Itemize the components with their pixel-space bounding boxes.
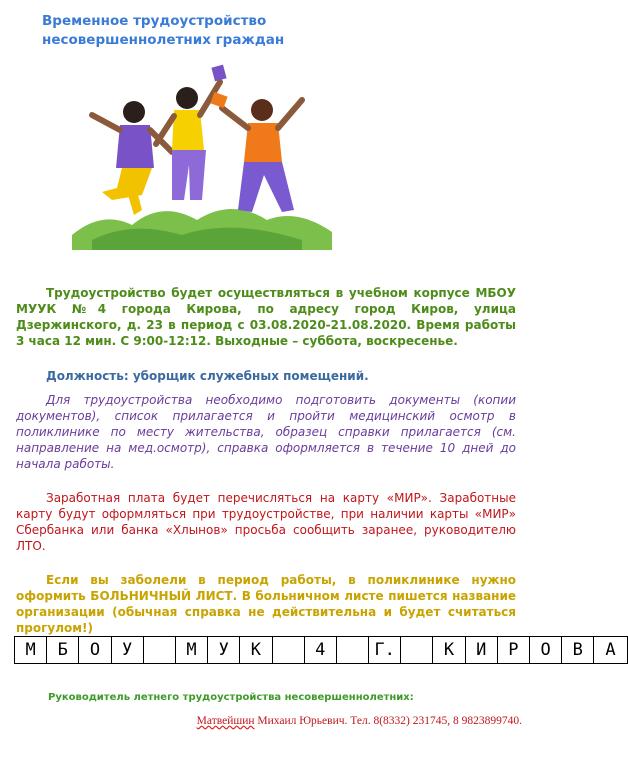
letter-box <box>144 637 176 663</box>
letter-box: У <box>112 637 144 663</box>
letter-box: М <box>176 637 208 663</box>
letter-box: Р <box>498 637 530 663</box>
page-title <box>42 12 284 50</box>
signatory-surname: Матвейшин <box>196 715 255 727</box>
letter-box: М <box>15 637 47 663</box>
paragraph-sick-leave: Если вы заболели в период работы, в поликлинике нужно оформить БОЛЬНИЧНЫЙ ЛИСТ. В больничном листе пишется название организации (обычная справка не действительна и будет считаться прогулом!) <box>16 573 516 635</box>
letter-box: Б <box>47 637 79 663</box>
title-line-2: несовершеннолетних граждан <box>42 32 285 48</box>
signatory-details: Михаил Юрьевич. Тел. 8(8332) 231745, 8 9823899740. <box>254 715 522 727</box>
letter-box <box>273 637 305 663</box>
paragraph-location: Трудоустройство будет осуществляться в учебном корпусе МБОУ МУУК №4 города Кирова, по адресу город Киров, улица Дзержинского, д. 23 в период с 03.08.2020-21.08.2020. Время работы 3 часа 12 мин. С 9:00-12:12. Выходные – суббота, воскресенье. <box>16 286 516 348</box>
letter-box: А <box>605 640 616 660</box>
letter-box: О <box>530 637 562 663</box>
title-line-1: Временное трудоустройство <box>42 13 267 29</box>
letter-box <box>337 637 369 663</box>
contact-line <box>197 715 522 727</box>
letter-box: О <box>79 637 111 663</box>
letter-box: 4 <box>305 637 337 663</box>
signature-label: Руководитель летнего трудоустройства несовершеннолетних: <box>48 692 414 703</box>
letter-box: К <box>240 637 272 663</box>
letter-box: У <box>208 637 240 663</box>
paragraph-documents: Для трудоустройства необходимо подготовить документы (копии документов), список прилагается и пройти медицинский осмотр в поликлинике по месту жительства, образец справки прилагается (см. направление на мед.осмотр), справка оформляется в течение 10 дней до начала работы. <box>16 393 516 471</box>
letter-box: В <box>562 637 594 663</box>
paragraph-position: Должность: уборщик служебных помещений. <box>46 369 369 383</box>
organization-letter-boxes <box>14 636 628 664</box>
paragraph-salary: Заработная плата будет перечисляться на карту «МИР». Заработные карту будут оформляться при трудоустройстве, при наличии карты «МИР» Сбербанка или банка «Хлынов» просьба сообщить заранее, руководителю ЛТО. <box>16 491 516 553</box>
letter-box: К <box>433 637 465 663</box>
letter-box <box>401 637 433 663</box>
letter-box: И <box>466 637 498 663</box>
jumping-students-illustration <box>72 60 332 250</box>
letter-box: Г. <box>369 637 401 663</box>
